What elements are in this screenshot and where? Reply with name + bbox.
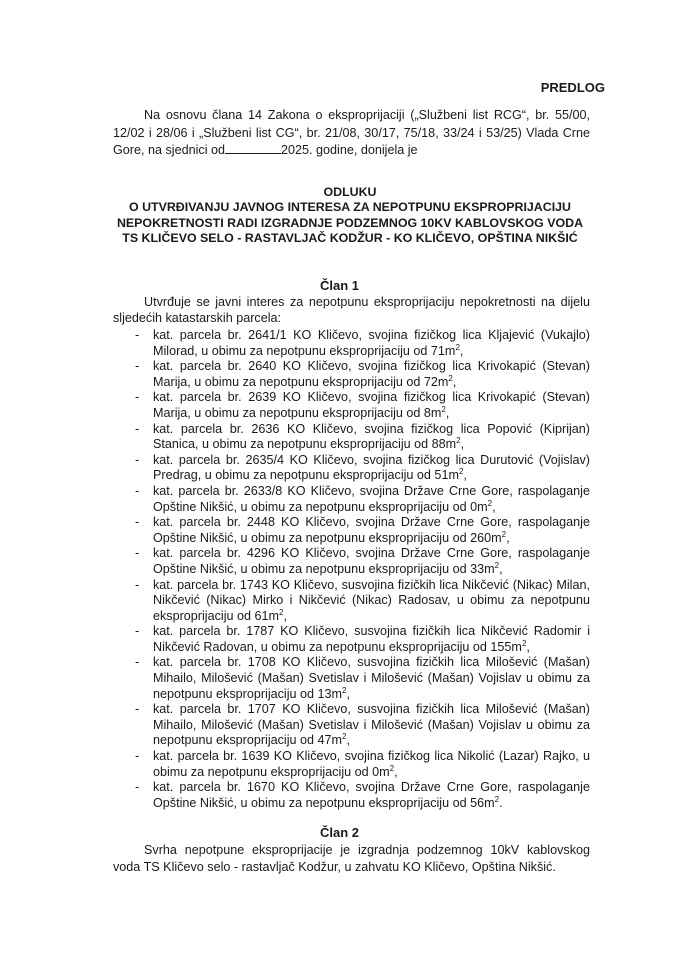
list-dash: - [135,702,140,717]
parcel-text: kat. parcela br. 2641/1 KO Kličevo, svojina fizičkog lica Kljajević (Vukajlo) Milorad, u obimu za nepotpunu eksproprijaciju od 71m [153,328,590,358]
parcel-text: kat. parcela br. 4296 KO Kličevo, svojina Države Crne Gore, raspolaganje Opštine Nikšić, u obimu za nepotpunu eksproprijaciju od 33m [153,546,590,576]
intro-paragraph [113,107,590,160]
list-dash: - [135,749,140,764]
area-exponent: 2 [455,342,460,352]
area-exponent: 2 [389,763,395,773]
list-dash: - [135,655,140,670]
parcel-end: , [506,530,510,545]
article-1-heading: Član 1 [319,278,359,293]
parcel-end: . [499,795,503,810]
parcel-end: , [346,686,350,701]
area-exponent: 2 [448,373,453,383]
parcel-item [113,390,590,421]
list-dash: - [135,421,140,436]
title-line-4: TS KLIČEVO SELO - RASTAVLJAČ KODŽUR - KO KLIČEVO, OPŠTINA NIKŠIĆ [122,230,578,245]
list-dash: - [135,390,140,405]
parcel-end: , [459,343,464,358]
parcel-text: kat. parcela br. 1707 KO Kličevo, susvojina fizičkih lica Milošević (Mašan) Mihailo, Milošević (Mašan) Svetislav i Milošević (Mašan) Vojislav u obimu za nepotpunu eksproprijaciju od 47m [153,702,590,748]
predlog-label: PREDLOG [540,80,605,95]
parcel-text: kat. parcela br. 2640 KO Kličevo, svojina fizičkog lica Krivokapić (Stevan) Marija, u obimu za nepotpunu eksproprijaciju od 72m [153,359,590,389]
parcel-end: , [460,437,465,452]
list-dash: - [135,483,140,498]
area-exponent: 2 [494,794,500,804]
article-2-paragraph [113,842,590,876]
parcel-item [113,515,590,546]
list-dash: - [135,624,140,639]
parcel-end: , [394,764,398,779]
parcel-item [113,578,590,625]
parcel-text: kat. parcela br. 1743 KO Kličevo, susvojina fizičkih lica Nikčević (Nikac) Milan, Nikčević (Nikac) Mirko i Nikčević (Nikac) Radosav, u obimu za nepotpunu eksproprijaciju od 61m [153,577,590,623]
article-2-text: Svrha nepotpune eksproprijacije je izgradnja podzemnog 10kV kablovskog voda TS Kličevo selo - rastavljač Kodžur, u zahvatu KO Kličevo, Opština Nikšić. [113,843,590,874]
parcel-end: , [526,639,530,654]
parcel-item [113,546,590,577]
area-exponent: 2 [501,529,507,539]
parcel-list [113,328,590,811]
parcel-item [113,624,590,655]
parcel-end: , [492,499,496,514]
parcel-end: , [499,561,503,576]
parcel-end: , [463,468,467,483]
area-exponent: 2 [342,732,347,742]
area-exponent: 2 [279,607,284,617]
parcel-end: , [283,608,287,623]
intro-text: Na osnovu člana 14 Zakona o eksproprijaciji („Službeni list RCG“, br. 55/00, 12/02 i 28/06 i „Službeni list CG“, br. 21/08, 30/17, 75/18, 33/24 i 53/25) Vlada Crne Gore, na sjednici od [113,108,590,158]
parcel-text: kat. parcela br. 2635/4 KO Kličevo, svojina fizičkog lica Durutović (Vojislav) Predrag, u obimu za nepotpunu eksproprijaciju od 51m [153,452,590,483]
parcel-item [113,484,590,515]
date-blank [225,142,281,154]
parcel-text: kat. parcela br. 1708 KO Kličevo, susvojina fizičkih lica Milošević (Mašan) Mihailo, Milošević (Mašan) Svetislav i Milošević (Mašan) Vojislav u obimu za nepotpunu eksproprijaciju od 13m [153,655,590,701]
list-dash: - [135,452,140,467]
area-exponent: 2 [441,404,446,414]
title-line-3: NEPOKRETNOSTI RADI IZGRADNJE PODZEMNOG 10KV KABLOVSKOG VODA [116,215,584,230]
parcel-text: kat. parcela br. 2639 KO Kličevo, svojina fizičkog lica Krivokapić (Stevan) Marija, u obimu za nepotpunu eksproprijaciju od 8m [153,390,590,420]
parcel-end: , [346,733,350,748]
article-1-lead [113,294,590,326]
parcel-text: kat. parcela br. 1670 KO Kličevo, svojina Države Crne Gore, raspolaganje Opštine Nikšić, u obimu za nepotpunu eksproprijaciju od 56m [153,780,590,810]
decision-title [100,185,600,246]
parcel-item [113,655,590,702]
intro-text-end: 2025. godine, donijela je [281,143,418,158]
parcel-item [113,702,590,749]
title-line-2: O UTVRĐIVANJU JAVNOG INTERESA ZA NEPOTPUNU EKSPROPRIJACIJU [129,200,571,215]
parcel-end: , [452,374,457,389]
list-dash: - [135,780,140,795]
article-2-heading: Član 2 [319,825,359,840]
list-dash: - [135,328,140,342]
parcel-text: kat. parcela br. 2636 KO Kličevo, svojina fizičkog lica Popović (Kiprijan) Stanica, u obimu za nepotpunu eksproprijaciju od 88m [153,421,590,452]
parcel-item [113,780,590,811]
area-exponent: 2 [487,498,493,508]
list-dash: - [135,515,140,530]
parcel-item [113,422,590,453]
list-dash: - [135,546,140,561]
article-1-lead-text: Utvrđuje se javni interes za nepotpunu eksproprijaciju nepokretnosti na dijelu sljedećih katastarskih parcela: [113,295,590,326]
list-dash: - [135,359,140,374]
parcel-text: kat. parcela br. 1639 KO Kličevo, svojina fizičkog lica Nikolić (Lazar) Rajko, u obimu za nepotpunu eksproprijaciju od 0m [153,749,590,779]
parcel-text: kat. parcela br. 2633/8 KO Kličevo, svojina Države Crne Gore, raspolaganje Opštine Nikšić, u obimu za nepotpunu eksproprijaciju od 0m [153,483,590,514]
parcel-item [113,359,590,390]
area-exponent: 2 [342,685,347,695]
parcel-text: kat. parcela br. 1787 KO Kličevo, susvojina fizičkih lica Nikčević Radomir i Nikčević Radovan, u obimu za nepotpunu eksproprijaciju od 155m [153,624,590,654]
area-exponent: 2 [458,467,464,477]
parcel-text: kat. parcela br. 2448 KO Kličevo, svojina Države Crne Gore, raspolaganje Opštine Nikšić, u obimu za nepotpunu eksproprijaciju od 260m [153,515,590,545]
list-dash: - [135,577,140,592]
parcel-item [113,749,590,780]
area-exponent: 2 [521,638,527,648]
parcel-item [113,453,590,484]
parcel-item [113,328,590,359]
parcel-end: , [445,405,450,420]
title-line-1: ODLUKU [323,185,377,199]
area-exponent: 2 [456,435,461,445]
area-exponent: 2 [494,560,500,570]
